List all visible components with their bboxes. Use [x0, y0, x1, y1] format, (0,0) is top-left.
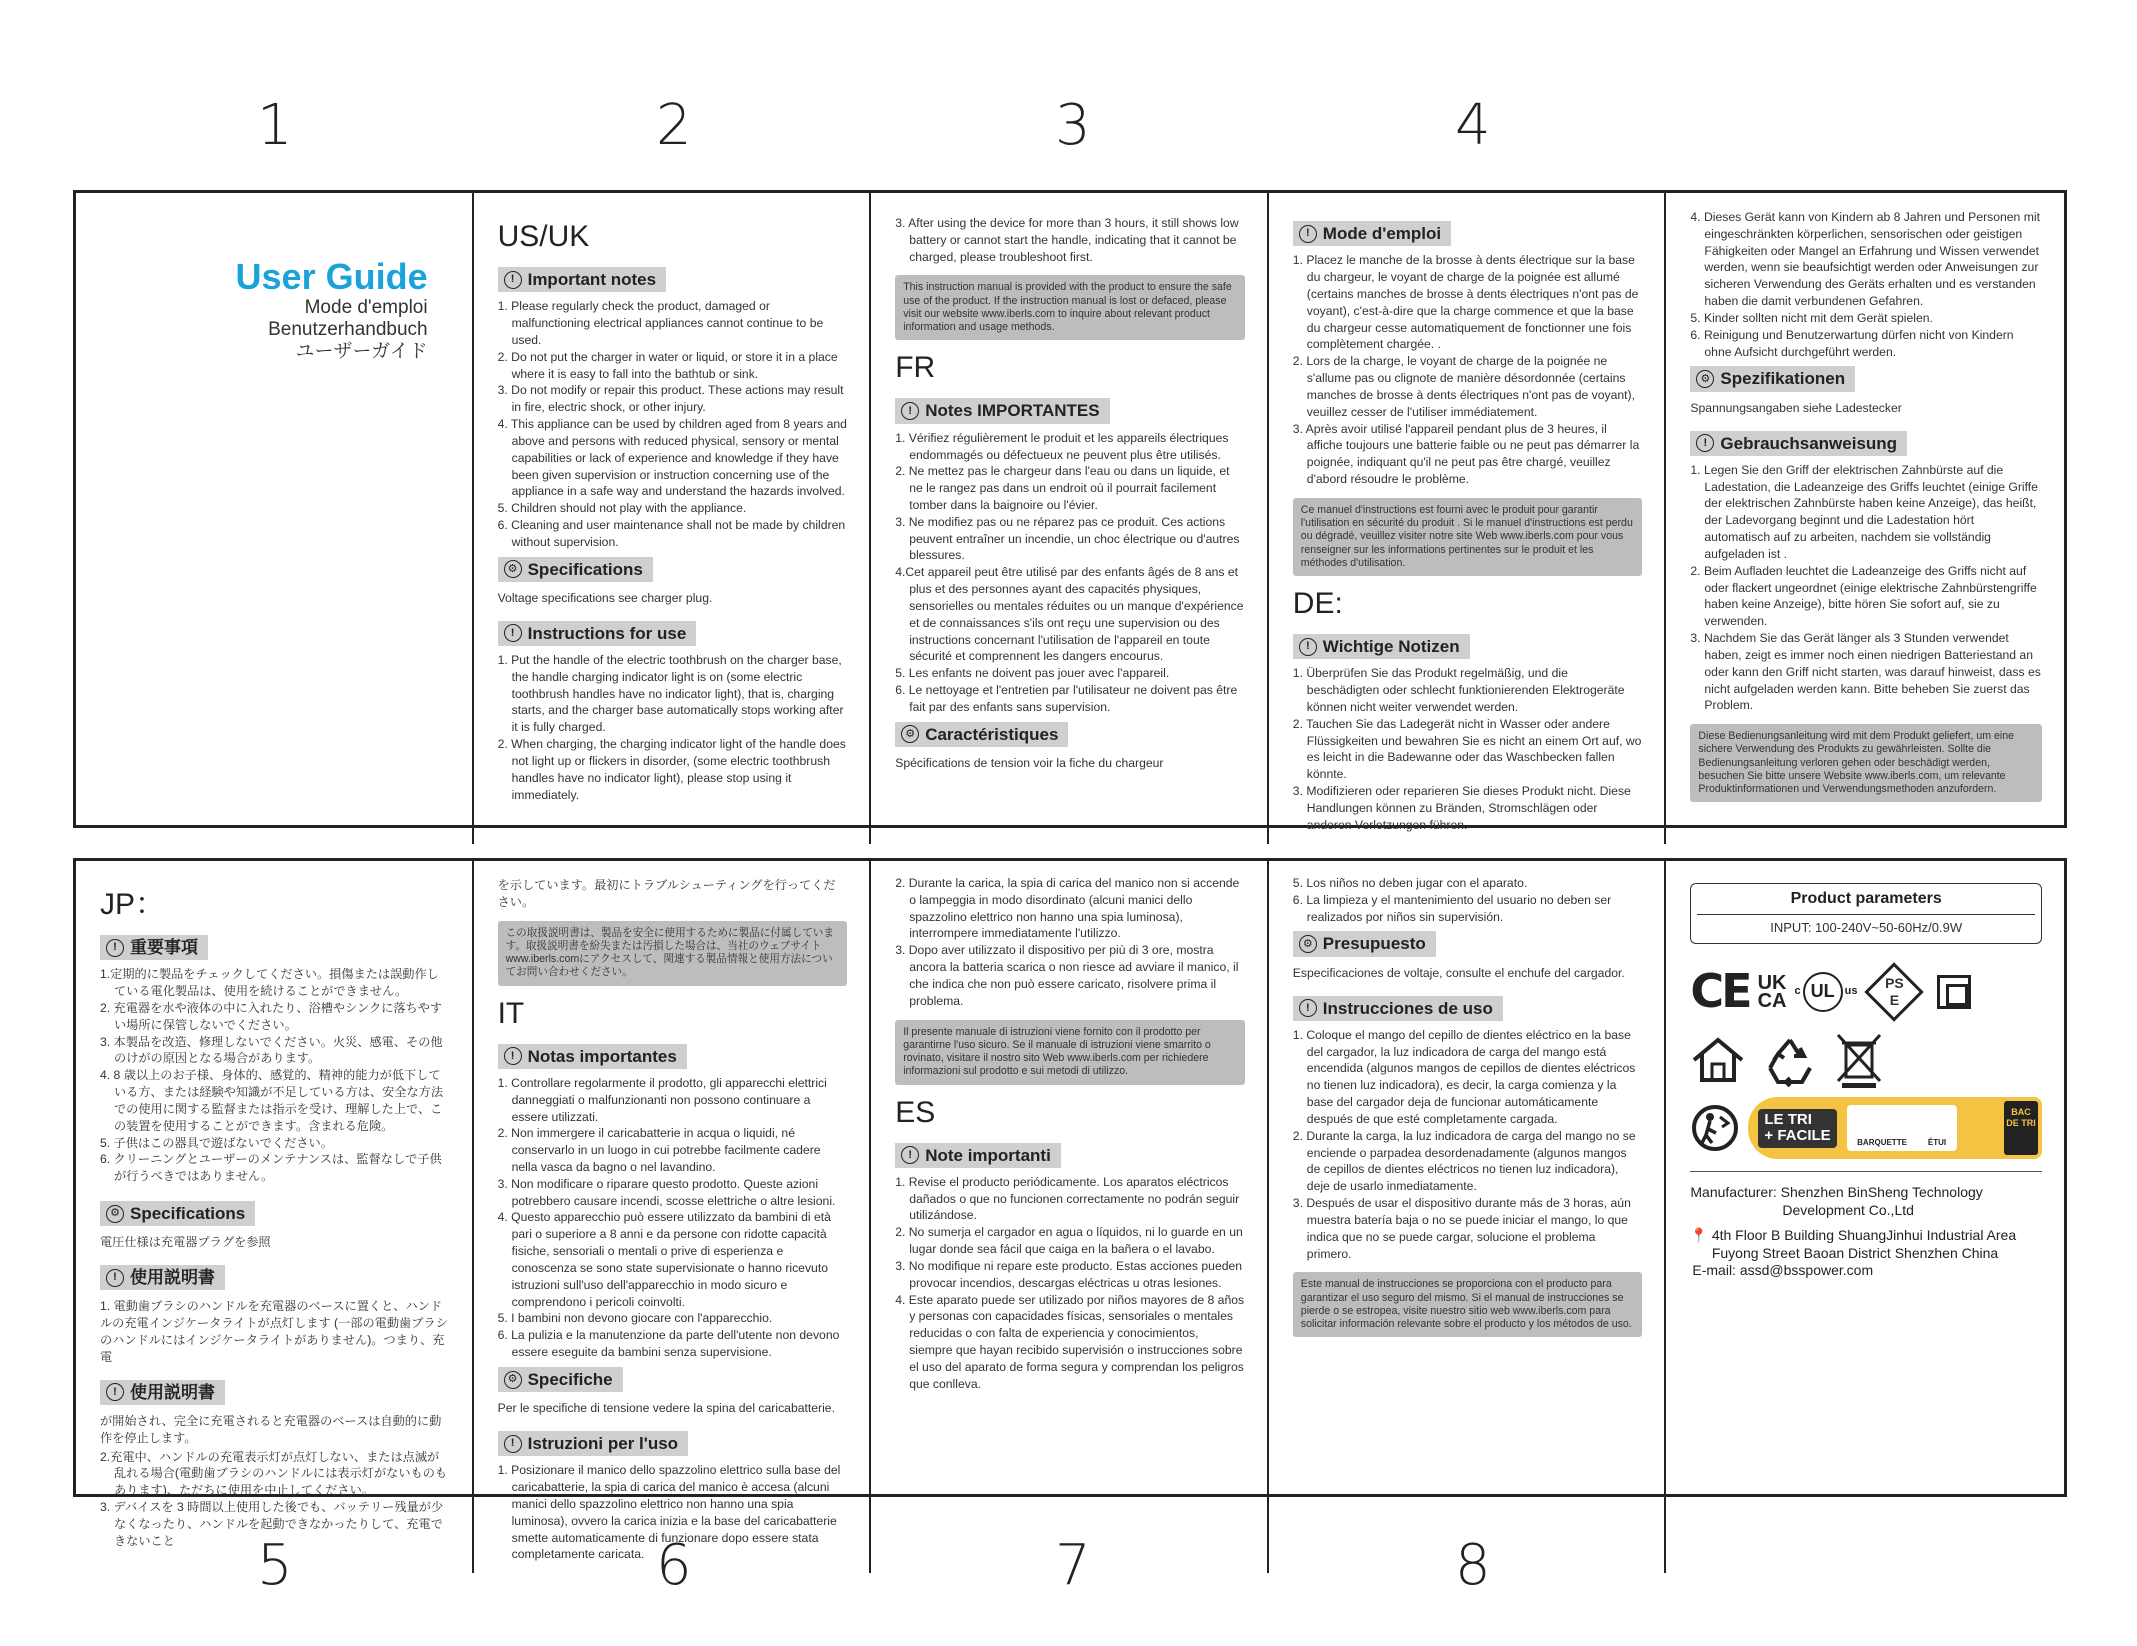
- list-item: 2. Ne mettez pas le chargeur dans l'eau ou dans un liquide, et ne le rangez pas dans un endroit où il pourrait facilement tomber dans la baignoire ou l'évier.: [895, 464, 1230, 512]
- us-panel: [474, 193, 872, 844]
- info-icon: !: [504, 271, 522, 289]
- language-heading: DE:: [1292, 587, 1343, 621]
- spec-text: Spannungsangaben siehe Ladestecker: [1690, 400, 1902, 415]
- list-item: 1. Controllare regolarmente il prodotto, gli apparecchi elettrici danneggiati o malfunzionanti non possono continuare a essere utilizzati.: [497, 1075, 827, 1124]
- cover-subtitle: Mode d'emploi: [304, 296, 428, 318]
- triman-block: [1690, 1097, 2042, 1159]
- language-heading: ES: [895, 1095, 936, 1129]
- manual-note: Ce manuel d'instructions est fourni avec le produit pour garantir l'utilisation en sécurité du produit . Si le manuel d'instructions est perdu ou dégradé, veuillez visiter notre site Web www.iberls.com pour vous renseigner sur les informations pertinentes sur le produit et les méthodes d'utilisation.: [1293, 498, 1643, 576]
- info-icon: !: [1299, 225, 1317, 243]
- list-item: 1. Revise el producto periódicamente. Los aparatos eléctricos dañados o que no funcionen correctamente no podrán seguir utilizándose.: [895, 1174, 1240, 1223]
- ce-icon: CE: [1690, 964, 1750, 1019]
- list-item: 3. デバイスを 3 時間以上使用した後でも、バッテリー残量が少なくなったり、ハンドルを起動できなかったりして、充電できないこと: [100, 1500, 444, 1548]
- gear-icon: ⚙: [901, 725, 919, 743]
- gear-icon: ⚙: [1299, 935, 1317, 953]
- manufacturer-line: Development Co.,Ltd: [1782, 1201, 1914, 1218]
- important-list: [498, 1075, 848, 1361]
- page-number: 7: [1055, 1533, 1091, 1598]
- page-number: 8: [1455, 1533, 1491, 1598]
- spec-text: Especificaciones de voltaje, consulte el enchufe del cargador.: [1292, 965, 1625, 980]
- list-item: 5. Los niños no deben jugar con el aparato.: [1292, 876, 1528, 890]
- list-item: 2. Durante la carga, la luz indicadora de carga del mango no se enciende o parpadea desordenadamente (algunos mangos de cepillos de dientes eléctricos no tienen luz indicadora), deje de usarlo inmediatamente.: [1292, 1128, 1636, 1194]
- spec-text: Voltage specifications see charger plug.: [497, 590, 713, 605]
- list-item: 3. Modifizieren oder reparieren Sie dieses Produkt nicht. Diese Handlungen können zu Bränden, Stromschlägen oder anderen Verletzungen führen.: [1292, 784, 1631, 832]
- important-list: [895, 430, 1245, 716]
- list-item: 2. When charging, the charging indicator light of the handle does not light up or flickers in disorder, (some electric toothbrush handles have no indicator light), please stop using it immediately.: [497, 737, 846, 802]
- page-number: 1: [257, 93, 293, 158]
- important-list: [1293, 875, 1643, 925]
- cover-subtitle: ユーザーガイド: [295, 341, 428, 363]
- list-item: 1. Placez le manche de la brosse à dents électrique sur la base du chargeur, le voyant de charge de la poignée est allumé (certains manches de brosse à dents électriques n'ont pas de voyant), c'est-à-dire que la charge commence et que la base du chargeur cesse automatiquement de fonctionner une fois complètement chargée. .: [1292, 253, 1639, 352]
- list-item: 5. 子供はこの器具で遊ばないでください。: [100, 1135, 333, 1150]
- de-cont-panel: [1666, 193, 2064, 844]
- section-heading: ! Notas importantes: [498, 1044, 687, 1069]
- divider: [1690, 1171, 2042, 1172]
- list-item: 3. Dopo aver utilizzato il dispositivo per più di 3 ore, mostra ancora la batteria scarica o non riesce ad avviare il manico, il che indica che non può essere caricato, risolvere prima il problema.: [895, 943, 1239, 1008]
- info-icon: !: [901, 1146, 919, 1164]
- instructions-list: [100, 1449, 450, 1550]
- email-line: E-mail: assd@bsspower.com: [1692, 1262, 1874, 1279]
- list-item: 3. Después de usar el dispositivo durante más de 3 horas, aún muestra batería baja o no se puede iniciar el mango, lo que indica que no se puede cargar, solucione el problema primero.: [1292, 1196, 1631, 1261]
- info-icon: !: [1696, 434, 1714, 452]
- list-item: 5. I bambini non devono giocare con l'apparecchio.: [497, 1311, 773, 1326]
- language-heading: FR: [895, 351, 936, 385]
- list-item: 6. La limpieza y el mantenimiento del usuario no deben ser realizados por niños sin supervisión.: [1292, 892, 1612, 924]
- section-heading: ! Istruzioni per l'uso: [498, 1431, 688, 1456]
- section-heading: ! Important notes: [498, 267, 666, 292]
- section-heading: ! Mode d'emploi: [1293, 221, 1451, 246]
- page-number: 6: [656, 1533, 692, 1598]
- section-heading: ! Gebrauchsanweisung: [1690, 431, 1907, 456]
- params-heading: Product parameters: [1790, 890, 1942, 907]
- list-item: 3. Ne modifiez pas ou ne réparez pas ce produit. Ces actions peuvent entraîner un incendie, un choc électrique ou d'autres blessures.: [895, 514, 1240, 563]
- house-icon: [1690, 1036, 1746, 1084]
- page-number: 2: [656, 93, 692, 158]
- list-item: 2. Beim Aufladen leuchtet die Ladeanzeige des Griffs nicht auf oder flackert ungeordnet (einige elektrische Zahnbürstengriffe haben keine Anzeige), bitte hören Sie sofort auf, sie zu verwenden.: [1690, 563, 2037, 629]
- recycle-icon: [1764, 1034, 1816, 1086]
- list-item: 3. Do not modify or repair this product. These actions may result in fire, electric shock, or other injury.: [497, 383, 844, 415]
- instruction-text: が開始され、完全に充電されると充電器のベースは自動的に動作を停止します。: [100, 1413, 442, 1445]
- instructions-list: [895, 215, 1245, 265]
- list-item: 4. Este aparato puede ser utilizado por niños mayores de 8 años y personas con capacidades físicas, sensoriales o mentales reducidas o con falta de experiencia y conocimientos, siempre que hayan recibido supervisión o instrucciones sobre el uso del aparato de forma segura y comprendan los peligros que conlleva.: [895, 1292, 1245, 1391]
- list-item: 2. No sumerja el cargador en agua o líquidos, ni lo guarde en un lugar donde sea fácil que caiga en la bañera o el lavabo.: [895, 1225, 1243, 1257]
- crossed-bin-icon: [1834, 1031, 1884, 1089]
- manual-note: Il presente manuale di istruzioni viene fornito con il prodotto per garantirne l'uso sicuro. Se il manuale di istruzioni viene smarrito o rovinato, visitare il nostro sito Web www.iberls.com per richiedere informazioni sul prodotto e sui metodi di utilizzo.: [895, 1020, 1245, 1085]
- section-heading: ⚙ Specifiche: [498, 1367, 623, 1392]
- top-sheet: [73, 190, 2067, 832]
- cover-panel: [76, 193, 474, 844]
- symbols-row: [1690, 1031, 2042, 1089]
- spec-text: Per le specifiche di tensione vedere la spina del caricabatterie.: [497, 1401, 835, 1416]
- section-heading: ⚙ Presupuesto: [1293, 931, 1436, 956]
- instruction-text: 1. 電動歯ブラシのハンドルを充電器のベースに置くと、ハンドルの充電インジケータライトが点灯します (一部の電動歯ブラシのハンドルにはインジケータライトがありません)。つまり、充電: [100, 1299, 448, 1364]
- section-heading: ⚙ Specifications: [100, 1201, 255, 1226]
- list-item: 4. Questo apparecchio può essere utilizzato da bambini di età pari o superiore a 8 anni e da persone con ridotte capacità fisiche, sensoriali o mentali o prive di esperienza e conoscenza se sono state supervisionate o hanno ricevuto istruzioni sull'uso dell'apparecchio in modo sicuro e comprendono i pericoli coinvolti.: [497, 1210, 831, 1309]
- list-item: 1. Überprüfen Sie das Produkt regelmäßig, und die beschädigten oder schlecht funktionierenden Elektrogeräte können nicht weiter verwendet werden.: [1292, 666, 1625, 714]
- instructions-list: [1293, 1027, 1643, 1263]
- le-tri-facile-badge: [1748, 1097, 2042, 1159]
- list-item: 3. Nachdem Sie das Gerät länger als 3 Stunden verwendet haben, zeigt es immer noch einen niedrigen Batteriestand an oder kann den Griff nicht starten, was darauf hinweist, dass es nicht aufgeladen werden kann. Bitte beheben Sie zuerst das Problem.: [1690, 631, 2041, 713]
- section-heading: ! Instrucciones de uso: [1293, 996, 1503, 1021]
- it-panel: [474, 861, 872, 1573]
- es-panel: [871, 861, 1269, 1573]
- list-item: 2. 充電器を水や液体の中に入れたり、浴槽やシンクに落ちやすい場所に保管しないでください。: [100, 1000, 443, 1032]
- cert-marks-row: [1690, 960, 2042, 1023]
- page-number: 5: [257, 1533, 293, 1598]
- important-list: [100, 966, 450, 1185]
- list-item: 5. Kinder sollten nicht mit dem Gerät spielen.: [1690, 310, 1933, 325]
- important-list: [1690, 209, 2042, 360]
- info-icon: !: [1299, 638, 1317, 656]
- bac-de-tri-icon: BAC DE TRI: [2004, 1101, 2038, 1155]
- section-heading: ! 使用説明書: [100, 1380, 225, 1405]
- list-item: 1. Posizionare il manico dello spazzolino elettrico sulla base del caricabatterie, la spia di carica del manico è accesa (alcuni manici dello spazzolino elettrico non hanno una spia luminosa), ovvero la carica inizia e la base del caricabatterie smette automaticamente di funzionare dopo essere stata completamente caricata.: [497, 1463, 841, 1562]
- de-panel: [1269, 193, 1667, 844]
- list-item: 3. 本製品を改造、修理しないでください。火災、感電、その他のけがの原因となる場合があります。: [100, 1034, 443, 1066]
- fr-panel: [871, 193, 1269, 844]
- params-panel: [1666, 861, 2064, 1573]
- ukca-icon: UK CA: [1757, 971, 1787, 1012]
- list-item: 4. Dieses Gerät kann von Kindern ab 8 Jahren und Personen mit eingeschränkten körperlichen, sensorischen oder geistigen Fähigkeiten oder Mangel an Erfahrung und Wissen verwendet werden, wenn sie beaufsichtigt werden oder Anweisungen zur sicheren Verwendung des Geräts erhalten und es verstanden haben die damit verbundenen Gefahren.: [1690, 210, 2040, 309]
- page-number: 3: [1055, 93, 1091, 158]
- info-icon: !: [901, 402, 919, 420]
- list-item: 1. Coloque el mango del cepillo de dientes eléctrico en la base del cargador, la luz indicadora de carga del mango está encendida (algunos mangos de cepillos de dientes eléctricos no tienen luz indicadora), es decir, la carga comienza y la base del cargador deja de funcionar automáticamente después de que esté completamente cargada.: [1292, 1027, 1636, 1126]
- list-item: 3. Après avoir utilisé l'appareil pendant plus de 3 heures, il affiche toujours une batterie faible ou ne peut pas démarrer la poignée, indiquant qu'il ne peut pas être chargé, veuillez d'abord résoudre le problème.: [1292, 421, 1640, 487]
- location-pin-icon: 📍: [1690, 1227, 1708, 1244]
- manual-note: Este manual de instrucciones se proporciona con el producto para garantizar el uso seguro del mismo. Si el manual de instrucciones se pierde o se estropea, visite nuestro sitio web www.iberls.com para solicitar información relevante sobre el producto y los métodos de uso.: [1293, 1272, 1643, 1337]
- list-item: 1.定期的に製品をチェックしてください。損傷または誤動作している電化製品は、使用を続けることができません。: [100, 967, 439, 999]
- instructions-list: [1690, 462, 2042, 714]
- triman-icon: [1690, 1103, 1740, 1153]
- jp-panel: [76, 861, 474, 1573]
- cover-title-block: [236, 257, 428, 364]
- important-list: [895, 1174, 1245, 1393]
- list-item: 6. クリーニングとユーザーのメンテナンスは、監督なしで子供が行うべきではありません。: [100, 1152, 442, 1184]
- info-icon: !: [504, 1435, 522, 1453]
- section-heading: ⚙ Specifications: [498, 557, 653, 582]
- section-heading: ! Notes IMPORTANTES: [895, 398, 1109, 423]
- params-input: INPUT: 100-240V~50-60Hz/0.9W: [1697, 914, 2035, 937]
- manufacturer-line: Manufacturer: Shenzhen BinSheng Technology: [1690, 1184, 1983, 1201]
- manufacturer-info: [1690, 1184, 2042, 1280]
- list-item: 2. Lors de la charge, le voyant de charge de la poignée ne s'allume pas ou clignote de manière désordonnée (certains manches de brosse à dents électriques n'ont pas de voyant), veuillez cesser de l'utiliser immédiatement.: [1292, 354, 1635, 419]
- important-list: [1293, 665, 1643, 833]
- list-item: 3. No modifique ni repare este producto. Estas acciones pueden provocar incendios, descargas eléctricas u otras lesiones.: [895, 1258, 1243, 1290]
- instructions-list: [498, 652, 848, 803]
- language-heading: JP：: [100, 888, 166, 921]
- section-heading: ! Instructions for use: [498, 621, 697, 646]
- cul-us-icon: c UL us: [1794, 972, 1857, 1012]
- address-line: 4th Floor B Building ShuangJinhui Industrial Area: [1711, 1227, 2017, 1244]
- instruction-text: を示しています。最初にトラブルシューティングを行ってください。: [497, 878, 836, 909]
- list-item: 6. Le nettoyage et l'entretien par l'utilisateur ne doivent pas être fait par des enfants sans supervision.: [895, 683, 1238, 714]
- instructions-list: [498, 1462, 848, 1563]
- list-item: 1. Legen Sie den Griff der elektrischen Zahnbürste auf die Ladestation, die Ladeanzeige des Griffs leuchtet (einige Griffe der elektrischen Zahnbürste haben keine Anzeige), das heißt, der Ladevorgang beginnt und die Ladestation hört automatisch auf zu arbeiten, nachdem sie vollständig aufgeladen ist .: [1690, 462, 2038, 561]
- important-list: [498, 298, 848, 550]
- list-item: 4.Cet appareil peut être utilisé par des enfants âgés de 8 ans et plus et des personnes ayant des capacités physiques, sensorielles ou mentales réduites ou un manque d'expérience et de connaissances s'ils ont reçu une supervision ou des instructions concernant l'utilisation de l'appareil en toute sécurité et comprennent les dangers encourus.: [895, 565, 1244, 664]
- list-item: 6. Reinigung und Benutzerwartung dürfen nicht von Kindern ohne Aufsicht durchgeführt werden.: [1690, 327, 2014, 359]
- spec-text: Spécifications de tension voir la fiche du chargeur: [895, 756, 1164, 770]
- info-icon: !: [1299, 999, 1317, 1017]
- list-item: 3. Non modificare o riparare questo prodotto. Queste azioni potrebbero causare incendi, scosse elettriche o altre lesioni.: [497, 1176, 836, 1208]
- info-icon: !: [106, 939, 124, 957]
- le-tri-label: LE TRI: [1764, 1110, 1812, 1128]
- language-heading: US/UK: [497, 220, 590, 253]
- pse-icon: PS E: [1865, 963, 1923, 1021]
- section-heading: ! Note importanti: [895, 1143, 1061, 1168]
- page-number: 4: [1455, 93, 1491, 158]
- list-item: 2. Non immergere il caricabatterie in acqua o liquidi, né conservarlo in un luogo in cui potrebbe facilmente cadere nella vasca da bagno o nel lavandino.: [497, 1126, 821, 1174]
- gear-icon: ⚙: [1696, 370, 1714, 388]
- list-item: 1. Put the handle of the electric toothbrush on the charger base, the handle charging indicator light is on (some electric toothbrush handles have no indicator light), that is, charging starts, and the charger base automatically stops working after it is fully charged.: [497, 653, 844, 735]
- manual-note: この取扱説明書は、製品を安全に使用するために製品に付属しています。取扱説明書を紛失または汚損した場合は、当社のウェブサイト www.iberls.comにアクセスして、関連する製品情報と使用方法についてお問い合わせください。: [498, 921, 848, 986]
- sorting-items: BARQUETTE ÉTUI: [1847, 1105, 1957, 1151]
- list-item: 4. 8 歳以上のお子様、身体的、感覚的、精神的能力が低下している方、または経験や知識が不足している方は、安全な方法での使用に関する監督または指示を受け、理解した上で、この装置を使用することができます。含まれる危険。: [100, 1068, 444, 1133]
- list-item: 2. Do not put the charger in water or liquid, or store it in a place where it is easy to fall into the bathtub or sink.: [497, 349, 838, 381]
- instructions-list: [895, 875, 1245, 1010]
- section-heading: ⚙ Caractéristiques: [895, 722, 1068, 747]
- double-insulation-icon: [1937, 975, 1971, 1009]
- gear-icon: ⚙: [504, 1371, 522, 1389]
- list-item: 1. Vérifiez régulièrement le produit et les appareils électriques endommagés ou défectueux ne peuvent plus être utilisés.: [895, 430, 1229, 462]
- instructions-list: [1293, 252, 1643, 488]
- list-item: 4. This appliance can be used by children aged from 8 years and above and persons with reduced physical, sensory or mental capabilities or lack of experience and knowledge if they have been given supervision or instruction concerning use of the appliance in a safe way and understand the hazards involved.: [497, 417, 847, 499]
- language-heading: IT: [497, 996, 525, 1030]
- info-icon: !: [106, 1269, 124, 1287]
- list-item: 2. Tauchen Sie das Ladegerät nicht in Wasser oder andere Flüssigkeiten und bewahren Sie es nicht an einem Ort auf, wo es leicht in die Badewanne oder das Waschbecken fallen könnte.: [1292, 716, 1642, 782]
- address-line: Fuyong Street Baoan District Shenzhen China: [1711, 1244, 1999, 1261]
- manual-note: This instruction manual is provided with the product to ensure the safe use of the product. If the instruction manual is lost or defaced, please visit our website www.iberls.com to inquire about relevant product information and usage methods.: [895, 275, 1245, 340]
- user-guide-title: User Guide: [235, 256, 428, 297]
- info-icon: !: [504, 1047, 522, 1065]
- manual-note: Diese Bedienungsanleitung wird mit dem Produkt geliefert, um eine sichere Verwendung des Produkts zu gewährleisten. Sollte die Bedienungsanleitung verloren gehen oder beschädigt werden, besuchen Sie bitte unsere Website www.iberls.com, um relevante Produktinformationen und Verwendungsmethoden anzufordern.: [1690, 724, 2042, 802]
- product-parameters-box: [1690, 883, 2042, 944]
- gear-icon: ⚙: [106, 1205, 124, 1223]
- bottom-sheet: [73, 858, 2067, 1562]
- list-item: 3. After using the device for more than 3 hours, it still shows low battery or cannot start the handle, indicating that it cannot be charged, please troubleshoot first.: [895, 216, 1239, 264]
- es-cont-panel: [1269, 861, 1667, 1573]
- list-item: 2.充電中、ハンドルの充電表示灯が点灯しない、または点滅が乱れる場合(電動歯ブラシのハンドルには表示灯がないものもあります)、ただちに使用を中止してください。: [100, 1449, 448, 1498]
- list-item: 5. Children should not play with the appliance.: [497, 501, 747, 516]
- list-item: 6. La pulizia e la manutenzione da parte dell'utente non devono essere eseguite da bambini senza supervisione.: [497, 1328, 840, 1360]
- section-heading: ! 重要事項: [100, 935, 208, 960]
- list-item: 2. Durante la carica, la spia di carica del manico non si accende o lampeggia in modo disordinato (alcuni manici dello spazzolino elettrico non hanno una spia luminosa), interrompere immediatamente l'utilizzo.: [895, 876, 1240, 941]
- gear-icon: ⚙: [504, 560, 522, 578]
- list-item: 5. Les enfants ne doivent pas jouer avec l'appareil.: [895, 666, 1170, 681]
- section-heading: ! 使用説明書: [100, 1265, 225, 1290]
- list-item: 6. Cleaning and user maintenance shall not be made by children without supervision.: [497, 518, 846, 549]
- section-heading: ⚙ Spezifikationen: [1690, 366, 1855, 391]
- info-icon: !: [504, 624, 522, 642]
- section-heading: ! Wichtige Notizen: [1293, 634, 1470, 659]
- facile-label: + FACILE: [1764, 1127, 1831, 1145]
- list-item: 1. Please regularly check the product, damaged or malfunctioning electrical appliances cannot continue to be used.: [497, 299, 824, 347]
- cover-subtitle: Benutzerhandbuch: [268, 319, 428, 340]
- spec-text: 電圧仕様は充電器プラグを参照: [100, 1235, 271, 1250]
- info-icon: !: [106, 1383, 124, 1401]
